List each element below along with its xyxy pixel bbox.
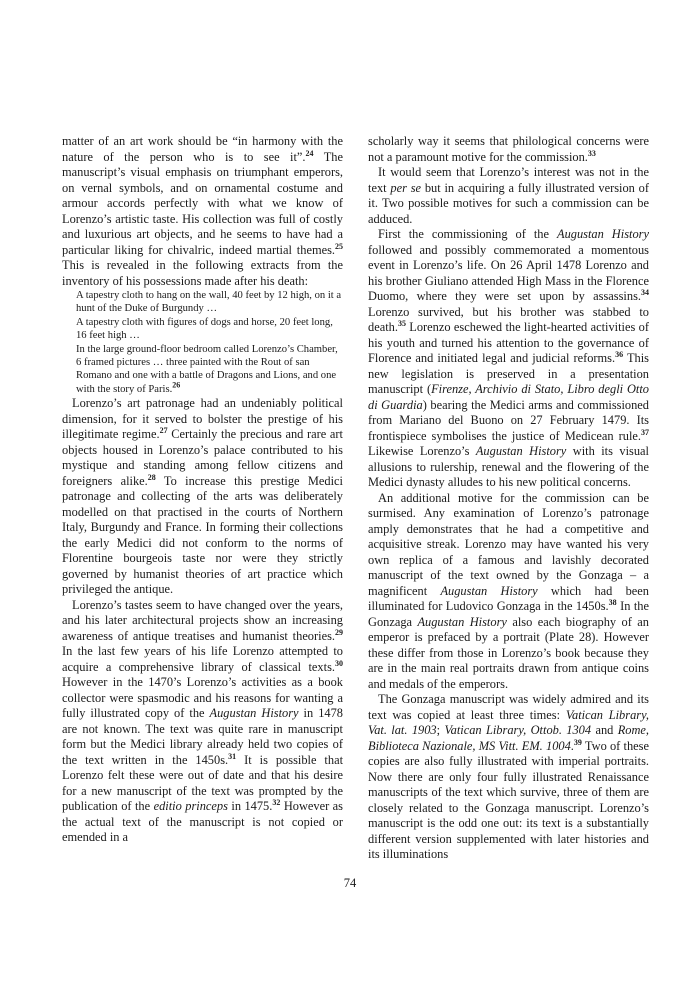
text-run: Lorenzo eschewed the light-hearted activities of his youth and turned his attention to the governance of Florence and initiated legal and judicial reforms.	[368, 320, 649, 365]
footnote-ref: 27	[159, 426, 168, 436]
text-run: It would seem that Lorenzo’s interest was not in the text	[368, 165, 649, 195]
text-run: This is revealed in the following extracts from the inventory of his possessions made after his death:	[62, 258, 343, 288]
text-run: Certainly the precious and rare art objects housed in Lorenzo’s palace contributed to his mystique and standing among fellow citizens and foreigners alike.	[62, 427, 343, 488]
italic-text: Rome, Biblioteca Nazionale, MS Vitt. EM. 1004	[368, 723, 650, 753]
text-run: A tapestry cloth to hang on the wall, 40 feet by 12 high, on it a hunt of the Duke of Burgundy …	[76, 290, 342, 315]
footnote-ref: 37	[641, 427, 649, 437]
text-run: However as the actual text of the manuscript is not copied or emended in a	[62, 799, 343, 845]
text-run: scholarly way it seems that philological concerns were not a paramount motive for the commission.	[368, 134, 649, 164]
paragraph	[368, 692, 649, 863]
text-run: To increase this prestige Medici patronage and collecting of the arts was deliberately modelled on that practised in the courts of Northern Italy, Burgundy and France. In forming their collections the early Medici did not conform to the norms of Florentine bourgeois taste nor were they strictly governed by humanist theories of art practice which privileged the antique.	[62, 473, 343, 597]
italic-text: Vatican Library, Ottob. 1304	[444, 723, 592, 737]
footnote-ref: 39	[573, 737, 582, 747]
italic-text: editio princeps	[153, 799, 228, 814]
italic-text: Augustan History	[475, 444, 567, 458]
left-column	[62, 134, 343, 863]
text-run: ) bearing the Medici arms and commissioned from Mariano del Buono on 27 February 1479. Its frontispiece symbolises the justice of Medicean rule.	[368, 397, 649, 443]
footnote-ref: 31	[228, 751, 237, 761]
two-column-text	[62, 134, 649, 863]
text-run: However in the 1470’s Lorenzo’s activities as a book collector were spasmodic and his reasons for wanting a fully illustrated copy of the	[62, 675, 343, 721]
text-run: The manuscript’s visual emphasis on triumphant emperors, on vernal symbols, and on ornamental costume and armour accords perfectly with what we know of Lorenzo’s artistic taste. His collection was full of costly and luxurious art objects, and he seems to have had a particular liking for chivalric, indeed martial themes.	[62, 149, 343, 257]
text-run: In the large ground-floor bedroom called Lorenzo’s Chamber, 6 framed pictures … three painted with the Rout of san Romano and one with a battle of Dragons and Lions, and one with the story of Paris.	[76, 343, 338, 395]
text-run: A tapestry cloth with figures of dogs and horse, 20 feet long, 16 feet high …	[76, 316, 333, 342]
paragraph	[368, 134, 649, 165]
footnote-ref: 38	[608, 597, 617, 607]
text-run: Two of these copies are also fully illustrated with imperial portraits. Now there are only four fully illustrated Renaissance manuscripts of the text which survive, three of them are closely related to the Gonzaga manuscript. Lorenzo’s manuscript is the odd one out: its text is a substantially different version supplemented with later histories and its illuminations	[368, 738, 650, 861]
italic-text: Augustan History	[209, 706, 299, 721]
footnote-ref: 30	[335, 658, 343, 668]
paragraph	[368, 227, 649, 491]
italic-text: Augustan History	[417, 614, 507, 629]
text-run: followed and possibly commemorated a momentous event in Lorenzo’s life. On 26 April 1478 Lorenzo and his brother Giuliano attended High Mass in the Florence Duomo, where they were set upon by assassins.	[368, 242, 649, 303]
paragraph	[62, 134, 343, 289]
text-run: matter of an art work should be “in harmony with the nature of the person who is to see it”.	[62, 134, 343, 164]
footnote-ref: 24	[305, 148, 314, 158]
quote-paragraph	[76, 316, 343, 343]
footnote-ref: 32	[272, 798, 281, 808]
footnote-ref: 36	[615, 349, 624, 359]
right-column	[368, 134, 649, 863]
paragraph	[62, 396, 343, 598]
quote-paragraph	[76, 289, 343, 316]
page-number: 74	[343, 876, 357, 890]
text-run: Lorenzo’s art patronage had an undeniably political dimension, for it served to bolster the prestige of his illegitimate regime.	[62, 396, 343, 442]
footnote-ref: 33	[587, 148, 596, 158]
text-run: but in acquiring a fully illustrated version of it. Two possible motives for such a commission can be adduced.	[368, 180, 650, 226]
italic-text: Augustan History	[440, 583, 538, 598]
block-quote	[76, 289, 343, 396]
text-run: in 1475.	[227, 799, 273, 814]
text-run: In the Gonzaga	[368, 599, 649, 629]
italic-text: Augustan History	[557, 227, 649, 241]
paragraph	[62, 598, 343, 846]
text-run: The Gonzaga manuscript was widely admired and its text was copied at least three times:	[368, 692, 649, 722]
italic-text: Firenze, Archivio di Stato, Libro degli Otto di Guardia	[368, 382, 649, 412]
text-run: ;	[436, 723, 445, 737]
footnote-ref: 34	[641, 287, 649, 297]
footnote-ref: 29	[335, 627, 343, 637]
text-run: also each biography of an emperor is prefaced by a portrait (Plate 28). However these differ from those in Lorenzo’s book because they are in the main real portraits drawn from antique coins and medals of the emperors.	[368, 614, 649, 691]
italic-text: per se	[390, 180, 422, 195]
text-run: which had been illuminated for Ludovico Gonzaga in the 1450s.	[368, 583, 649, 613]
page-body	[62, 134, 649, 863]
footnote-ref: 28	[147, 472, 156, 482]
text-run: .	[570, 738, 574, 753]
paragraph	[368, 165, 649, 227]
quote-paragraph	[76, 343, 343, 397]
text-run: In the last few years of his life Lorenzo attempted to acquire a comprehensive library of classical texts.	[62, 644, 343, 674]
text-run: First the commissioning of the	[378, 227, 557, 241]
paragraph	[368, 491, 649, 693]
footnote-ref: 35	[397, 318, 406, 328]
text-run: Lorenzo’s tastes seem to have changed over the years, and his later architectural projects show an increasing awareness of antique treatises and humanist theories.	[62, 597, 343, 643]
text-run: with its visual allusions to rulership, renewal and the flowering of the Medici dynasty alludes to his new political concerns.	[368, 444, 649, 489]
text-run: in 1478 are not known. The text was quite rare in manuscript form but the Medici library already held two copies of the text written in the 1450s.	[62, 706, 343, 767]
text-run: This new legislation is preserved in a presentation manuscript (	[368, 351, 649, 396]
footnote-ref: 25	[335, 241, 343, 251]
text-run: Likewise Lorenzo’s	[368, 444, 476, 458]
italic-text: Vatican Library, Vat. lat. 1903	[368, 707, 650, 737]
text-run: It is possible that Lorenzo felt these were out of date and that his desire for a new manuscript of the text was prompted by the publication of the	[62, 752, 344, 814]
footnote-ref: 26	[172, 380, 181, 390]
text-run: An additional motive for the commission can be surmised. Any examination of Lorenzo’s patronage amply demonstrates that he had a competitive and acquisitive streak. Lorenzo may have wanted his very own replica of a famous and lavishly decorated manuscript of the text owned by the Gonzaga – a magnificent	[368, 490, 649, 598]
text-run: and	[591, 723, 618, 737]
text-run: Lorenzo survived, but his brother was stabbed to death.	[368, 304, 649, 334]
